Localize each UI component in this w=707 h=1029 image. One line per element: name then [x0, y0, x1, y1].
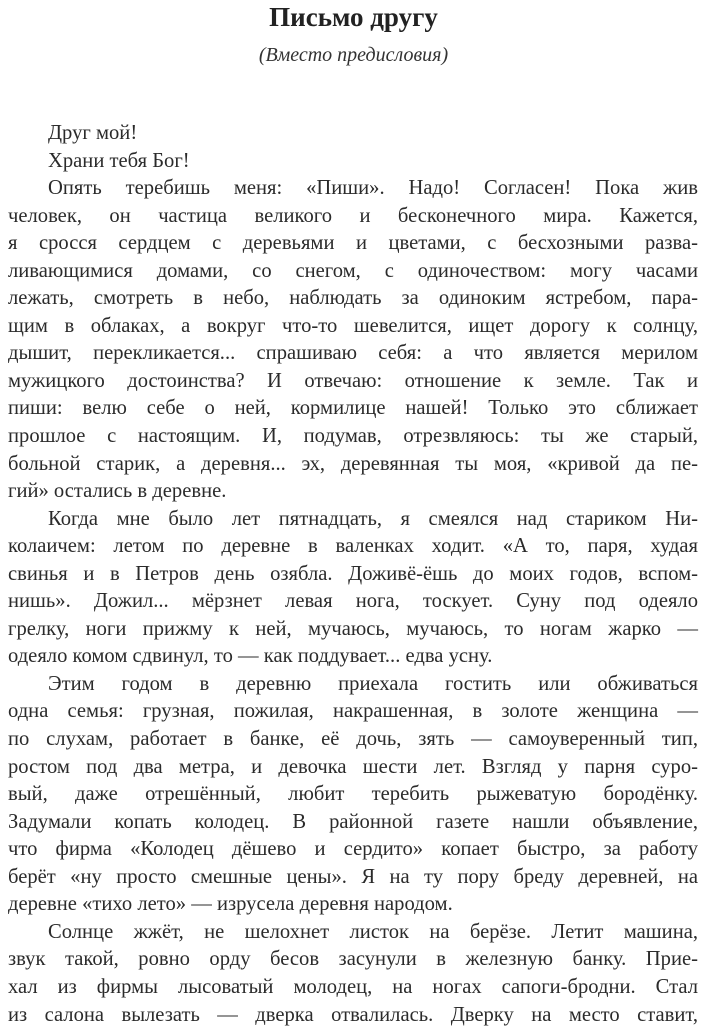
chapter-title: Письмо другу — [0, 0, 707, 34]
text-line: щим в облаках, а вокруг что-то шевелится, ищет дорогу к солнцу, — [8, 313, 698, 341]
text-line: Друг мой! — [8, 120, 698, 148]
text-line: ростом под два метра, и девочка шести лет. Взгляд у парня суро- — [8, 754, 698, 782]
text-line: больной старик, а деревня... эх, деревянная ты моя, «кривой да пе- — [8, 451, 698, 479]
text-line: лежать, смотреть в небо, наблюдать за одиноким ястребом, пара- — [8, 285, 698, 313]
text-line: колаичем: летом по деревне в валенках ходит. «А то, паря, худая — [8, 533, 698, 561]
text-line: берёт «ну просто смешные цены». Я на ту пору бреду деревней, на — [8, 864, 698, 892]
text-line: что фирма «Колодец дёшево и сердито» копает быстро, за работу — [8, 836, 698, 864]
text-line: человек, он частица великого и бесконечного мира. Кажется, — [8, 203, 698, 231]
text-line: гий» остались в деревне. — [8, 478, 698, 506]
text-line: Когда мне было лет пятнадцать, я смеялся над стариком Ни- — [8, 506, 698, 534]
text-line: грелку, ноги прижму к ней, мучаюсь, мучаюсь, то ногам жарко — — [8, 616, 698, 644]
text-line: Храни тебя Бог! — [8, 148, 698, 176]
text-line: деревне «тихо лето» — изрусела деревня народом. — [8, 891, 698, 919]
text-line: Опять теребишь меня: «Пиши». Надо! Согласен! Пока жив — [8, 175, 698, 203]
text-line: пиши: велю себе о ней, кормилице нашей! Только это сближает — [8, 395, 698, 423]
text-line: мужицкого достоинства? И отвечаю: отношение к земле. Так и — [8, 368, 698, 396]
text-line: хал из фирмы лысоватый молодец, на ногах сапоги-бродни. Стал — [8, 974, 698, 1002]
text-line: нишь». Дожил... мёрзнет левая нога, тоскует. Суну под одеяло — [8, 588, 698, 616]
text-line: свинья и в Петров день озябла. Доживё-ёшь до моих годов, вспом- — [8, 561, 698, 589]
text-line: одеяло комом сдвинул, то — как поддувает... едва усну. — [8, 643, 698, 671]
text-line: одна семья: грузная, пожилая, накрашенная, в золоте женщина — — [8, 698, 698, 726]
body-text — [8, 120, 698, 1029]
text-line: из салона вылезать — дверка отвалилась. Дверку на место ставит, — [8, 1002, 698, 1029]
chapter-subtitle: (Вместо предисловия) — [0, 42, 707, 68]
text-line: звук такой, ровно орду бесов засунули в железную банку. Прие- — [8, 946, 698, 974]
text-line: дышит, перекликается... спрашиваю себя: а что является мерилом — [8, 340, 698, 368]
text-line: вый, даже отрешённый, любит теребить рыжеватую бородёнку. — [8, 781, 698, 809]
text-line: Задумали копать колодец. В районной газете нашли объявление, — [8, 809, 698, 837]
text-line: я сросся сердцем с деревьями и цветами, с бесхозными разва- — [8, 230, 698, 258]
text-line: прошлое с настоящим. И, подумав, отрезвляюсь: ты же старый, — [8, 423, 698, 451]
text-line: ливающимися домами, со снегом, с одиночеством: могу часами — [8, 258, 698, 286]
text-line: по слухам, работает в банке, её дочь, зять — самоуверенный тип, — [8, 726, 698, 754]
text-line: Солнце жжёт, не шелохнет листок на берёзе. Летит машина, — [8, 919, 698, 947]
text-line: Этим годом в деревню приехала гостить или обживаться — [8, 671, 698, 699]
